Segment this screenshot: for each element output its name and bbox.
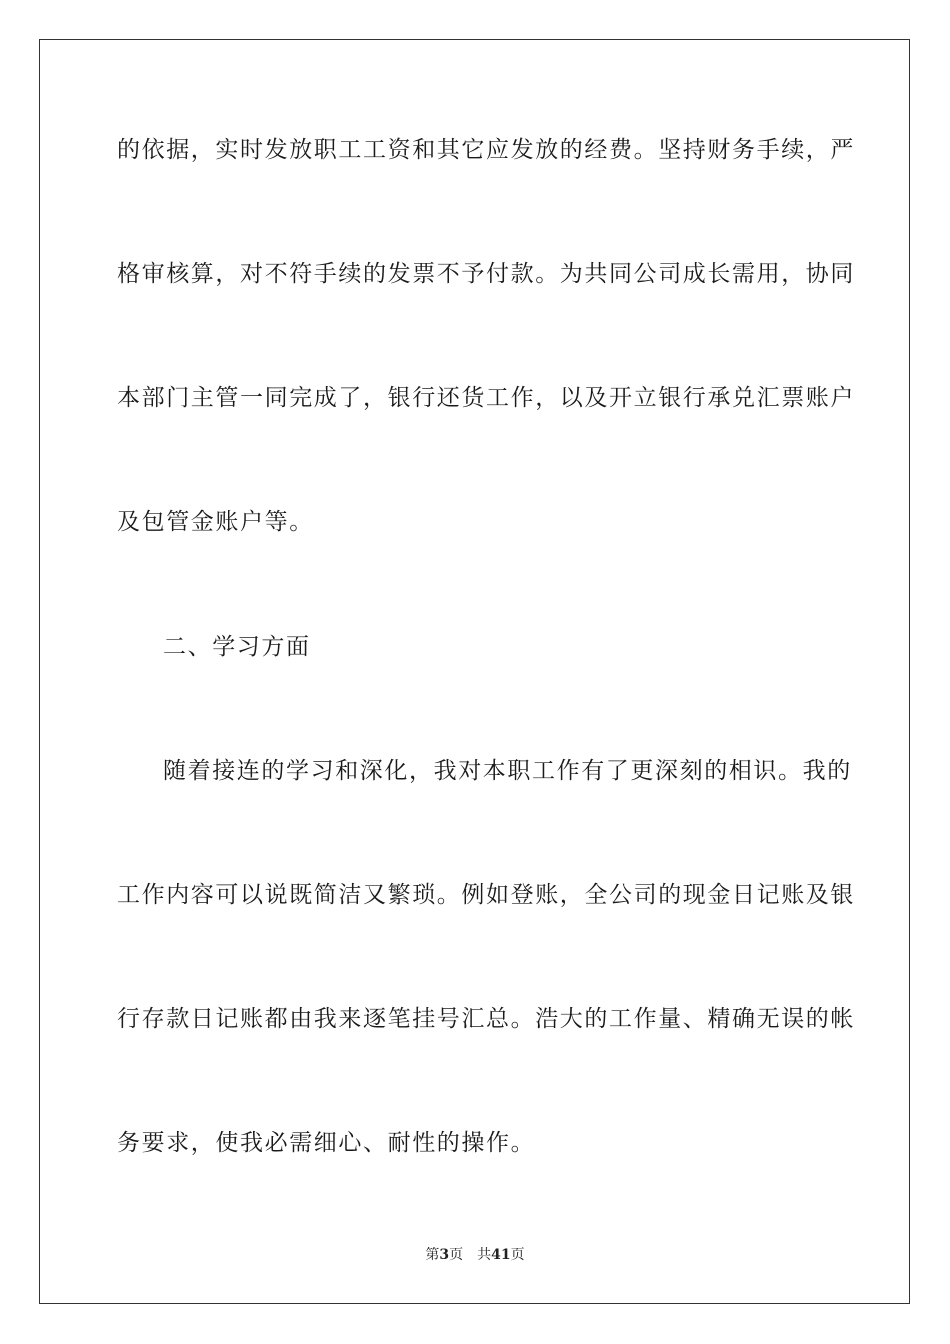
paragraph-line-2: 格审核算，对不符手续的发票不予付款。为共同公司成长需用，协同 xyxy=(117,261,855,287)
page-border xyxy=(39,39,910,1304)
paragraph-line-6: 工作内容可以说既简洁又繁琐。例如登账，全公司的现金日记账及银 xyxy=(117,882,855,908)
total-pages: 41 xyxy=(491,1247,511,1263)
paragraph-line-4: 及包管金账户等。 xyxy=(117,509,314,535)
page-prefix: 第 xyxy=(425,1247,440,1263)
total-suffix: 页 xyxy=(510,1247,525,1263)
paragraph-line-8: 务要求，使我必需细心、耐性的操作。 xyxy=(117,1130,536,1156)
paragraph-line-1: 的依据，实时发放职工工资和其它应发放的经费。坚持财务手续，严 xyxy=(117,137,855,163)
page-number: 3 xyxy=(439,1247,450,1263)
paragraph-line-7: 行存款日记账都由我来逐笔挂号汇总。浩大的工作量、精确无误的帐 xyxy=(117,1006,855,1032)
section-heading: 二、学习方面 xyxy=(163,634,311,660)
paragraph-line-5: 随着接连的学习和深化，我对本职工作有了更深刻的相识。我的 xyxy=(163,758,852,784)
page-suffix: 页 xyxy=(449,1247,464,1263)
page-footer xyxy=(0,1246,950,1264)
paragraph-line-3: 本部门主管一同完成了，银行还货工作，以及开立银行承兑汇票账户 xyxy=(117,385,855,411)
total-prefix: 共 xyxy=(477,1247,492,1263)
